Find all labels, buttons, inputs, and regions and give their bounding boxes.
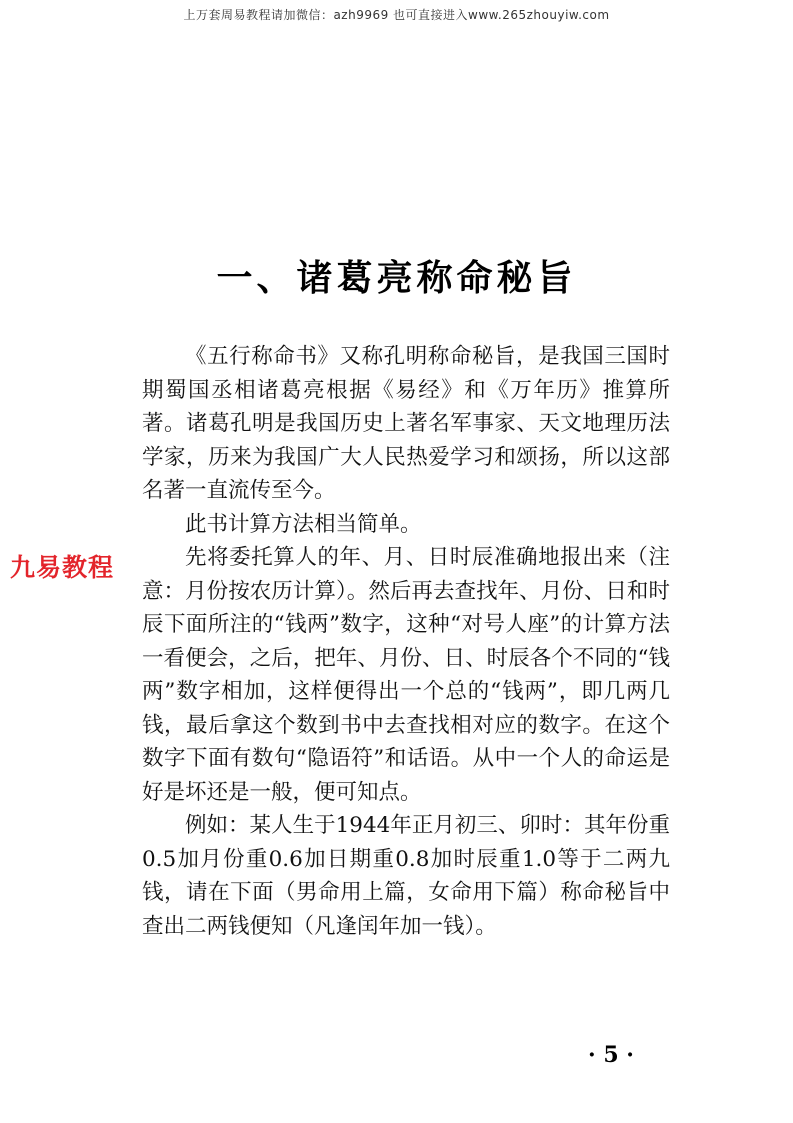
paragraph-intro: 《五行称命书》又称孔明称命秘旨，是我国三国时期蜀国丞相诸葛亮根据《易经》和《万年历》推算所著。诸葛孔明是我国历史上著名军事家、天文地理历法学家，历来为我国广大人民热爱学习和颂扬，所以这部名著一直流传至今。 [142, 344, 670, 503]
paragraph-method-simple: 此书计算方法相当简单。 [185, 511, 422, 537]
body-text [142, 340, 670, 943]
watermark-logo: 九易教程 [10, 553, 115, 582]
paragraph-example: 例如：某人生于1944年正月初三、卯时：其年份重0.5加月份重0.6加日期重0.8加时辰重1.0等于二两九钱，请在下面（男命用上篇，女命用下篇）称命秘旨中查出二两钱便知（凡逢闰年加一钱）。 [142, 813, 670, 939]
header-promo-note: 上万套周易教程请加微信：azh9969 也可直接进入www.265zhouyiw.com [183, 8, 610, 22]
chapter-title: 一、诸葛亮称命秘旨 [216, 258, 577, 299]
page-number: · 5 · [588, 1042, 634, 1068]
paragraph-method-steps: 先将委托算人的年、月、日时辰准确地报出来（注意：月份按农历计算）。然后再去查找年、月份、日和时辰下面所注的“钱两”数字，这种“对号人座”的计算方法一看便会，之后，把年、月份、日、时辰各个不同的“钱两”数字相加，这样便得出一个总的“钱两”，即几两几钱，最后拿这个数到书中去查找相对应的数字。在这个数字下面有数句“隐语符”和话语。从中一个人的命运是好是坏还是一般，便可知点。 [142, 545, 670, 805]
